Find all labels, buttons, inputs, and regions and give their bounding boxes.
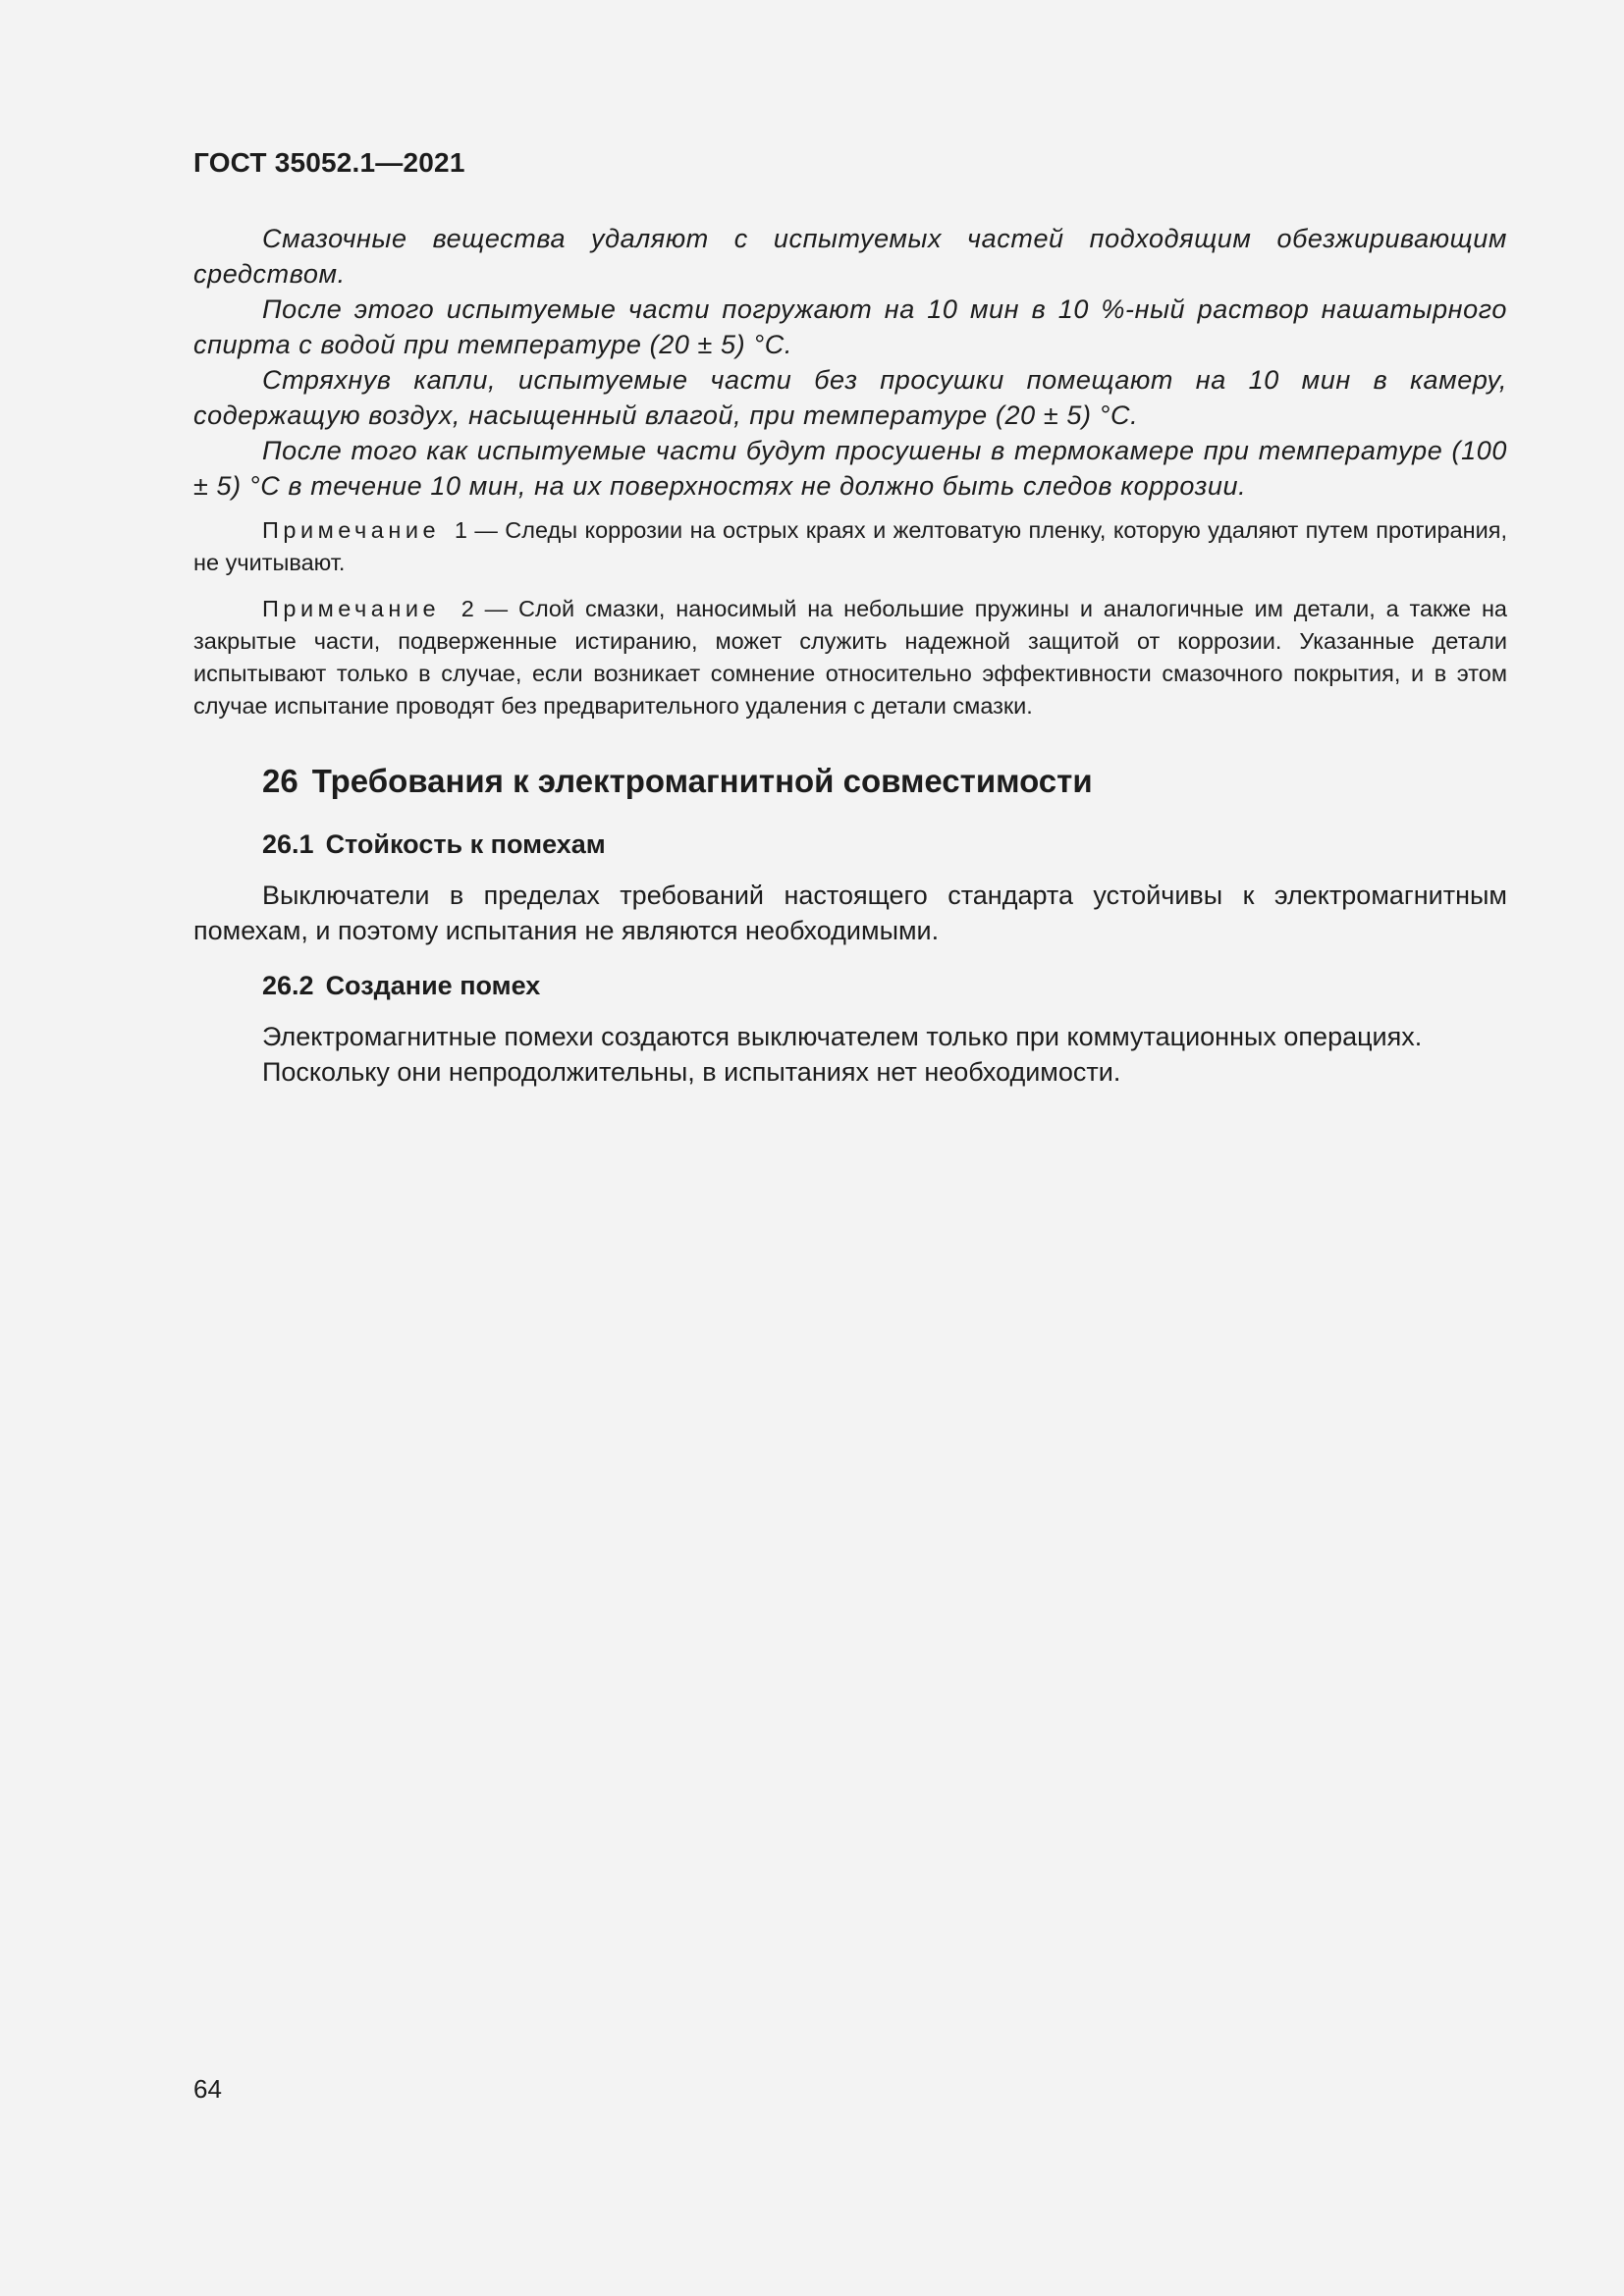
note-label: Примечание	[262, 596, 441, 621]
page-number: 64	[193, 2074, 222, 2104]
subsection-title: Создание помех	[325, 971, 541, 1000]
document-header: ГОСТ 35052.1—2021	[193, 147, 465, 178]
note-text: — Слой смазки, наносимый на небольшие пружины и аналогичные им детали, а также на закрытые части, подверженные истиранию, может служить надежной защитой от коррозии. Указанные детали испытывают только в случае, если возникает сомнение относительно эффективности смазочного покрытия, и в этом случае испытание проводят без предварительного удаления с детали смазки.	[193, 596, 1507, 719]
note-2	[193, 593, 1507, 722]
section-number: 26	[262, 763, 298, 799]
subsection-number: 26.1	[262, 829, 314, 859]
paragraph: Электромагнитные помехи создаются выключателем только при коммутационных операциях.	[262, 1022, 1423, 1051]
paragraph: Выключатели в пределах требований настоящего стандарта устойчивы к электромагнитным помехам, и поэтому испытания не являются необходимыми.	[193, 881, 1507, 945]
section-title: Требования к электромагнитной совместимости	[311, 763, 1093, 799]
subsection-title: Стойкость к помехам	[325, 829, 606, 859]
subsection-heading-26-1	[262, 827, 1507, 862]
note-label: Примечание	[262, 517, 441, 543]
note-number: 2	[460, 596, 474, 621]
note-text: — Следы коррозии на острых краях и желтоватую пленку, которую удаляют путем протирания, не учитывают.	[193, 517, 1507, 575]
note-number: 1	[454, 517, 467, 543]
subsection-number: 26.2	[262, 971, 314, 1000]
subsection-heading-26-2	[262, 968, 1507, 1003]
paragraph: Смазочные вещества удаляют с испытуемых частей подходящим обезжиривающим средством.	[193, 224, 1507, 289]
page-content	[193, 221, 1507, 1090]
paragraph: После этого испытуемые части погружают на 10 мин в 10 %-ный раствор нашатырного спирта с водой при температуре (20 ± 5) °С.	[193, 294, 1507, 359]
paragraph: Поскольку они непродолжительны, в испытаниях нет необходимости.	[262, 1057, 1121, 1087]
note-1	[193, 514, 1507, 579]
paragraph: Стряхнув капли, испытуемые части без просушки помещают на 10 мин в камеру, содержащую воздух, насыщенный влагой, при температуре (20 ± 5) °С.	[193, 365, 1507, 430]
paragraph: После того как испытуемые части будут просушены в термокамере при температуре (100 ± 5) °С в течение 10 мин, на их поверхностях не должно быть следов коррозии.	[193, 436, 1507, 501]
test-procedure-text	[193, 221, 1507, 504]
section-heading	[262, 760, 1507, 803]
